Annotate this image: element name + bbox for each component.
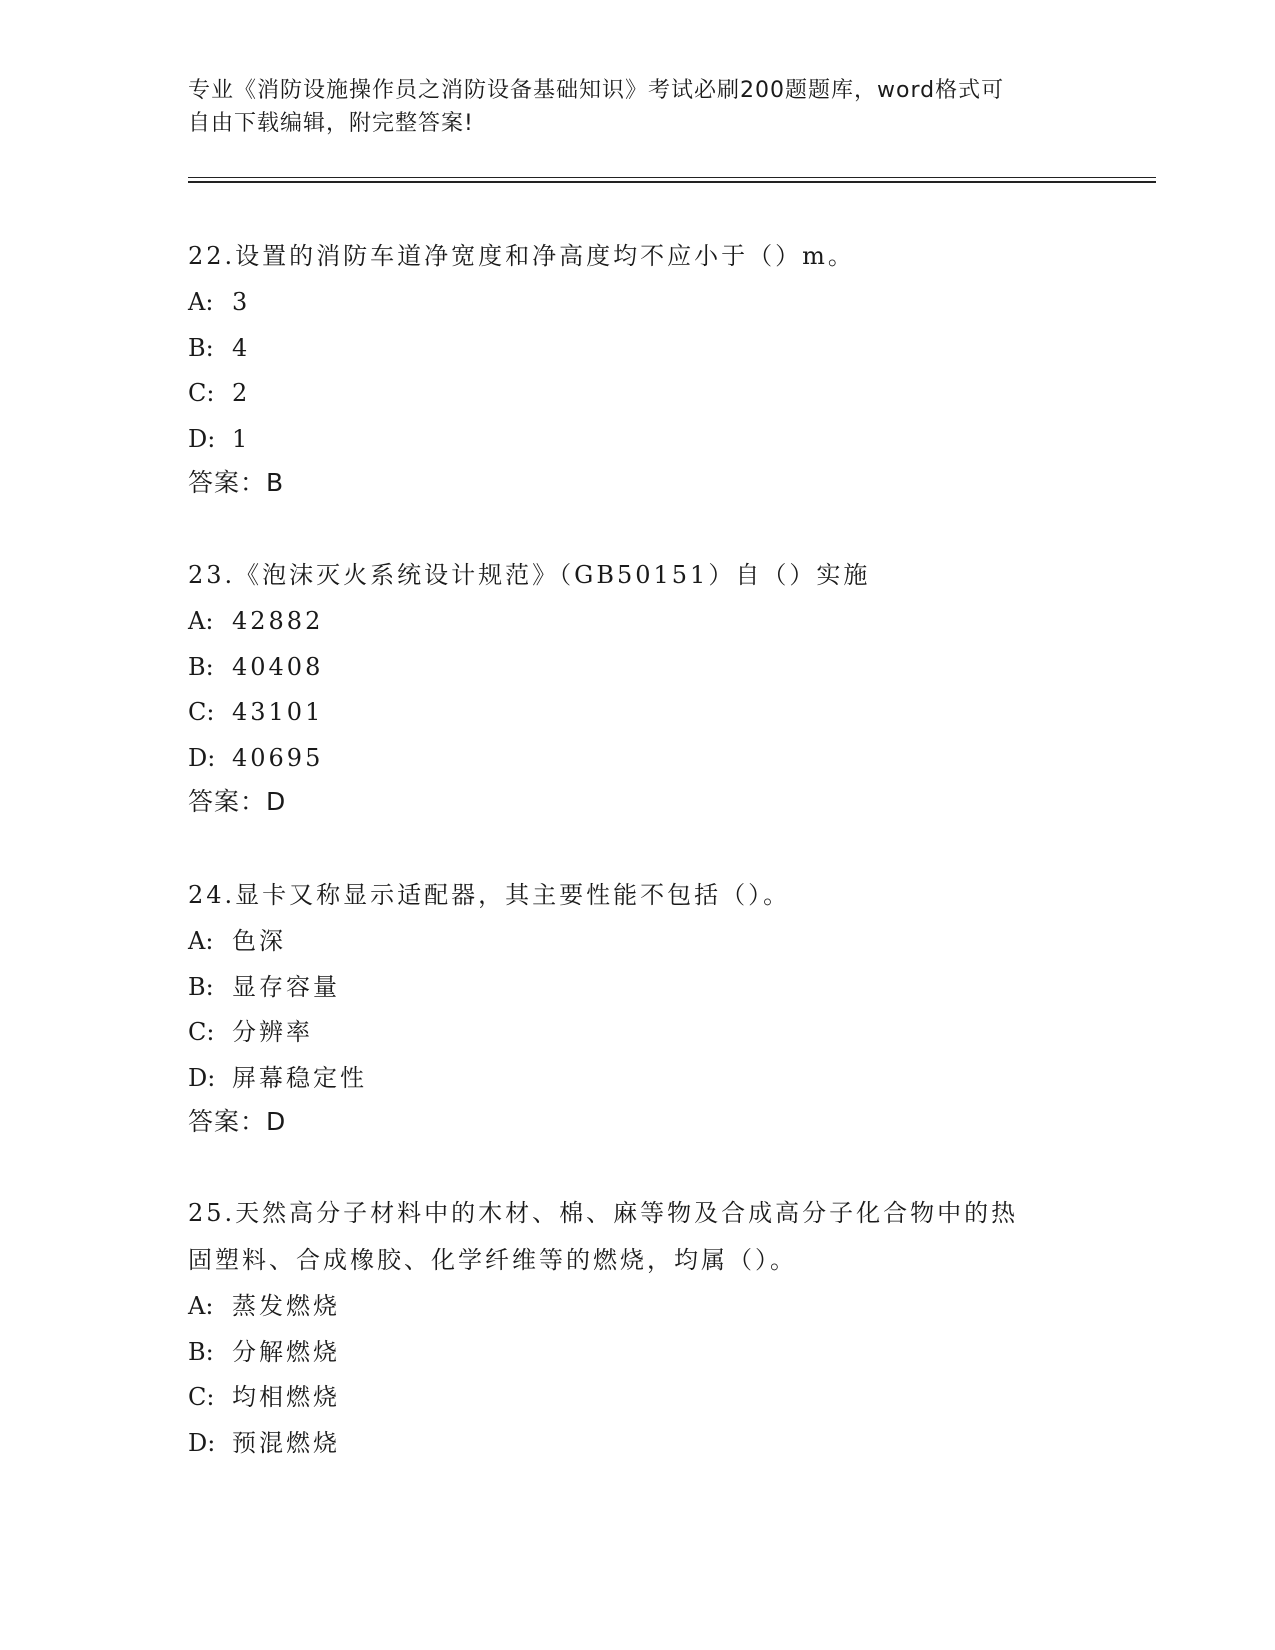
option-text: 40695 [232,743,324,772]
option-a [188,919,1088,965]
option-text: 3 [232,288,251,316]
option-c [188,1375,1088,1421]
option-a [188,599,1088,645]
question-stem-line-1: 25.天然高分子材料中的木材、棉、麻等物及合成高分子化合物中的热 [188,1199,1019,1227]
option-letter: B: [188,333,214,362]
header-line-2: 自由下载编辑，附完整答案! [188,111,474,136]
question-stem: 23.《泡沫灭火系统设计规范》（GB50151）自（）实施 [188,561,871,589]
option-letter: A: [188,927,214,955]
question-24 [188,872,1088,1143]
option-letter: B: [188,652,214,681]
question-22 [188,233,1088,504]
header-divider-thin [188,177,1156,178]
option-text: 42882 [232,607,324,635]
option-text: 屏幕稳定性 [232,1063,367,1092]
option-letter: D: [188,743,216,772]
option-text: 显存容量 [232,972,340,1001]
option-text: 2 [232,379,251,407]
option-d [188,417,1088,463]
option-c [188,1010,1088,1056]
option-letter: B: [188,1337,214,1366]
option-c [188,690,1088,736]
option-b [188,1330,1088,1376]
option-text: 分解燃烧 [232,1337,340,1366]
option-a [188,280,1088,326]
option-text: 1 [232,424,251,453]
option-text: 均相燃烧 [232,1383,340,1411]
option-b [188,326,1088,372]
question-stem-line-2: 固塑料、合成橡胶、化学纤维等的燃烧，均属（）。 [188,1246,797,1274]
option-b [188,965,1088,1011]
option-letter: C: [188,698,215,726]
document-header [188,74,1088,140]
option-d [188,1056,1088,1102]
option-b [188,645,1088,691]
option-c [188,371,1088,417]
option-letter: D: [188,424,216,453]
header-line-1: 专业《消防设施操作员之消防设备基础知识》考试必刷200题题库，word格式可 [188,78,1005,103]
header-divider-thick [188,181,1156,183]
option-letter: C: [188,379,215,407]
answer-label: 答案：B [188,468,285,497]
option-text: 43101 [232,698,324,726]
question-25 [188,1190,1088,1466]
question-stem: 24.显卡又称显示适配器，其主要性能不包括（）。 [188,881,791,909]
option-text: 预混燃烧 [232,1428,340,1457]
question-stem: 22.设置的消防车道净宽度和净高度均不应小于（）m。 [188,242,855,270]
option-letter: B: [188,972,214,1001]
question-23 [188,552,1088,823]
option-text: 4 [232,333,251,362]
answer-label: 答案：D [188,787,287,816]
option-letter: A: [188,607,214,635]
option-d [188,736,1088,782]
option-letter: D: [188,1063,216,1092]
option-text: 色深 [232,927,286,955]
option-letter: A: [188,288,214,316]
option-letter: C: [188,1018,215,1046]
option-text: 蒸发燃烧 [232,1292,340,1320]
answer-label: 答案：D [188,1107,287,1136]
option-a [188,1284,1088,1330]
option-letter: D: [188,1428,216,1457]
option-letter: A: [188,1292,214,1320]
option-d [188,1421,1088,1467]
option-text: 分辨率 [232,1018,313,1046]
option-letter: C: [188,1383,215,1411]
option-text: 40408 [232,652,324,681]
